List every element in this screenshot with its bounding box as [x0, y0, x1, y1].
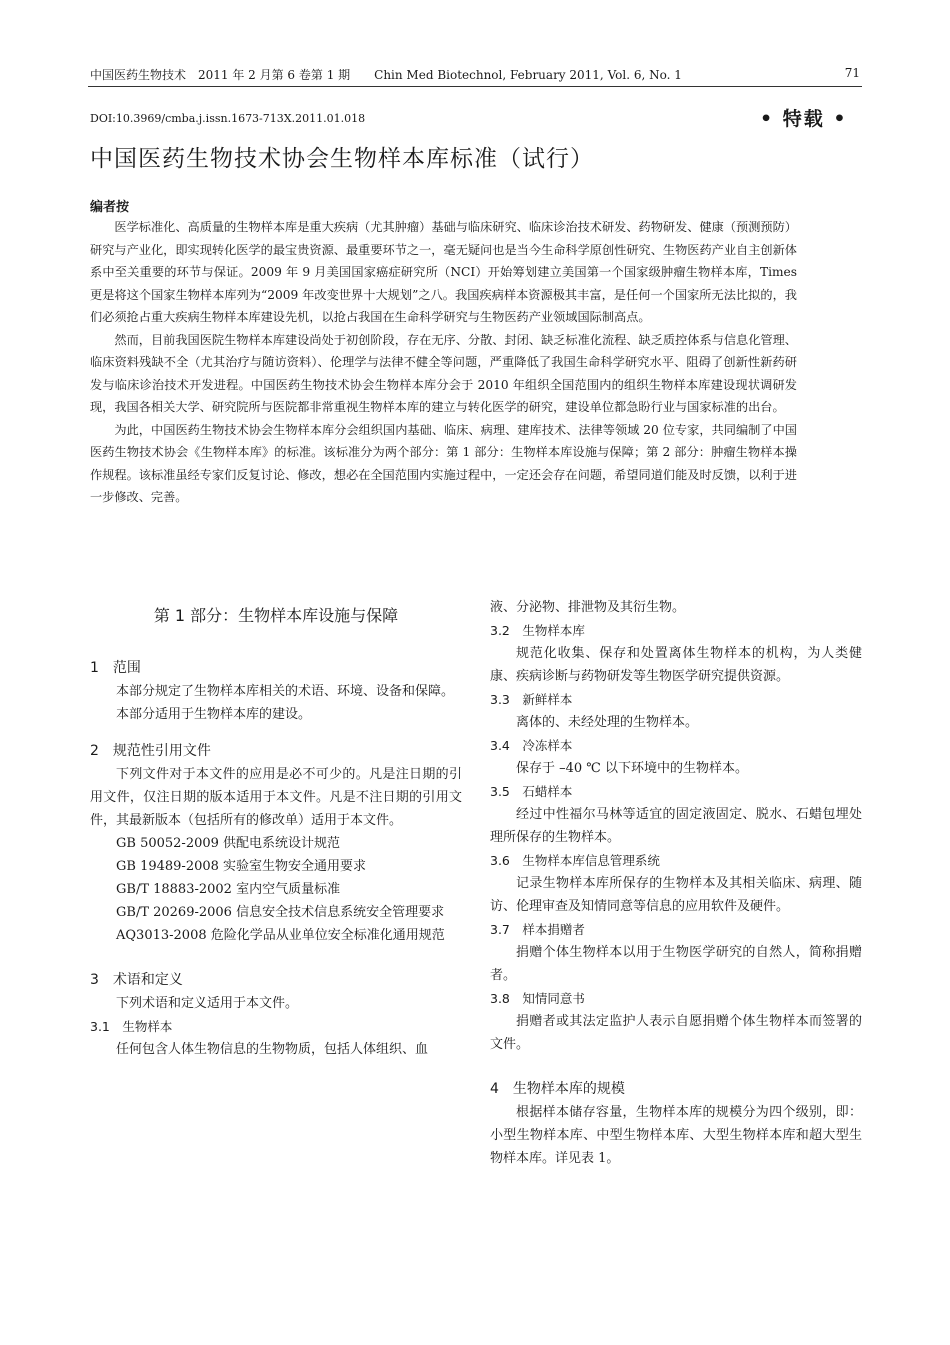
subsection-heading: 3.5 石蜡样本	[490, 784, 573, 799]
paragraph: 记录生物样本库所保存的生物样本及其相关临床、病理、随访、伦理审查及知情同意等信息的应用软件及硬件。	[490, 876, 862, 914]
paragraph: 本部分适用于生物样本库的建设。	[116, 707, 312, 722]
paragraph: 液、分泌物、排泄物及其衍生物。	[490, 600, 686, 615]
reference-item: GB 50052-2009 供配电系统设计规范	[116, 836, 341, 851]
article-title: 中国医药生物技术协会生物样本库标准（试行）	[90, 146, 594, 172]
reference-item: GB/T 18883-2002 室内空气质量标准	[116, 882, 341, 897]
subsection-heading: 3.8 知情同意书	[490, 991, 585, 1006]
header-divider	[88, 86, 862, 87]
paragraph: 规范化收集、保存和处置离体生物样本的机构，为人类健康、疾病诊断与药物研发等生物医学研究提供资源。	[490, 646, 862, 684]
paragraph: 本部分规定了生物样本库相关的术语、环境、设备和保障。	[116, 684, 455, 699]
editor-paragraph: 为此，中国医药生物技术协会生物样本库分会组织国内基础、临床、病理、建库技术、法律等领域 20 位专家，共同编制了中国医药生物技术协会《生物样本库》的标准。该标准分为两个部分：第 1 部分：生物样本库设施与保障；第 2 部分：肿瘤生物样本操作规程。该标准虽经专家们反复讨论、修改，想必在全国范围内实施过程中，一定还会存在问题，希望同道们能及时反馈，以利于进一步修改、完善。	[90, 422, 797, 504]
paragraph: 离体的、未经处理的生物样本。	[516, 715, 699, 730]
section-heading: 2 规范性引用文件	[90, 743, 211, 759]
subsection-heading: 3.4 冷冻样本	[490, 738, 573, 753]
subsection-heading: 3.6 生物样本库信息管理系统	[490, 853, 660, 868]
section-heading: 4 生物样本库的规模	[490, 1081, 625, 1097]
doi: DOI:10.3969/cmba.j.issn.1673-713X.2011.01.018	[90, 112, 366, 125]
paragraph: 任何包含人体生物信息的生物物质，包括人体组织、血	[116, 1042, 429, 1057]
reference-item: GB 19489-2008 实验室生物安全通用要求	[116, 859, 367, 874]
page-number: 71	[844, 66, 860, 80]
part-title: 第 1 部分：生物样本库设施与保障	[153, 606, 399, 625]
section-heading: 3 术语和定义	[90, 972, 183, 988]
subsection-heading: 3.7 样本捐赠者	[490, 922, 585, 937]
paragraph: 根据样本储存容量，生物样本库的规模分为四个级别，即：小型生物样本库、中型生物样本库、大型生物样本库和超大型生物样本库。详见表 1。	[490, 1105, 862, 1166]
paragraph: 捐赠者或其法定监护人表示自愿捐赠个体生物样本而签署的文件。	[490, 1014, 862, 1052]
section-heading: 1 范围	[90, 660, 141, 676]
right-column	[490, 596, 862, 1170]
subsection-heading: 3.3 新鲜样本	[490, 692, 573, 707]
editor-note-heading: 编者按	[90, 200, 130, 215]
editor-note	[90, 216, 797, 509]
journal-info: 中国医药生物技术 2011 年 2 月第 6 卷第 1 期 Chin Med Biotechnol, February 2011, Vol. 6, No. 1	[90, 68, 682, 82]
editor-paragraph: 然而，目前我国医院生物样本库建设尚处于初创阶段，存在无序、分散、封闭、缺乏标准化流程、缺乏质控体系与信息化管理、临床资料残缺不全（尤其治疗与随访资料）、伦理学与法律不健全等问题，严重降低了我国生命科学研究水平、阻碍了创新性新药研发与临床诊治技术开发进程。中国医药生物技术协会生物样本库分会于 2010 年组织全国范围内的组织生物样本库建设现状调研发现，我国各相关大学、研究院所与医院都非常重视生物样本库的建立与转化医学的研究，建设单位都急盼行业与国家标准的出台。	[90, 332, 797, 414]
left-column	[90, 604, 462, 1061]
section-badge: • 特载 •	[760, 108, 848, 130]
subsection-heading: 3.1 生物样本	[90, 1019, 173, 1034]
reference-item: GB/T 20269-2006 信息安全技术信息系统安全管理要求	[116, 905, 445, 920]
paragraph: 捐赠个体生物样本以用于生物医学研究的自然人，简称捐赠者。	[490, 945, 862, 983]
paragraph: 保存于 –40 ℃ 以下环境中的生物样本。	[516, 761, 748, 776]
paragraph: 下列文件对于本文件的应用是必不可少的。凡是注日期的引用文件，仅注日期的版本适用于本文件。凡是不注日期的引用文件，其最新版本（包括所有的修改单）适用于本文件。	[90, 767, 462, 828]
paragraph: 下列术语和定义适用于本文件。	[116, 996, 299, 1011]
subsection-heading: 3.2 生物样本库	[490, 623, 585, 638]
reference-item: AQ3013-2008 危险化学品从业单位安全标准化通用规范	[116, 928, 445, 943]
paragraph: 经过中性福尔马林等适宜的固定液固定、脱水、石蜡包埋处理所保存的生物样本。	[490, 807, 862, 845]
editor-paragraph: 医学标准化、高质量的生物样本库是重大疾病（尤其肿瘤）基础与临床研究、临床诊治技术研发、药物研发、健康（预测预防）研究与产业化，即实现转化医学的最宝贵资源、最重要环节之一，毫无疑问也是当今生命科学原创性研究、生物医药产业自主创新体系中至关重要的环节与保证。2009 年 9 月美国国家癌症研究所（NCI）开始筹划建立美国第一个国家级肿瘤生物样本库，Times 更是将这个国家生物样本库列为“2009 年改变世界十大规划”之八。我国疾病样本资源极其丰富，是任何一个国家所无法比拟的，我们必须抢占重大疾病生物样本库建设先机，以抢占我国在生命科学研究与生物医药产业领域国际制高点。	[90, 220, 797, 324]
